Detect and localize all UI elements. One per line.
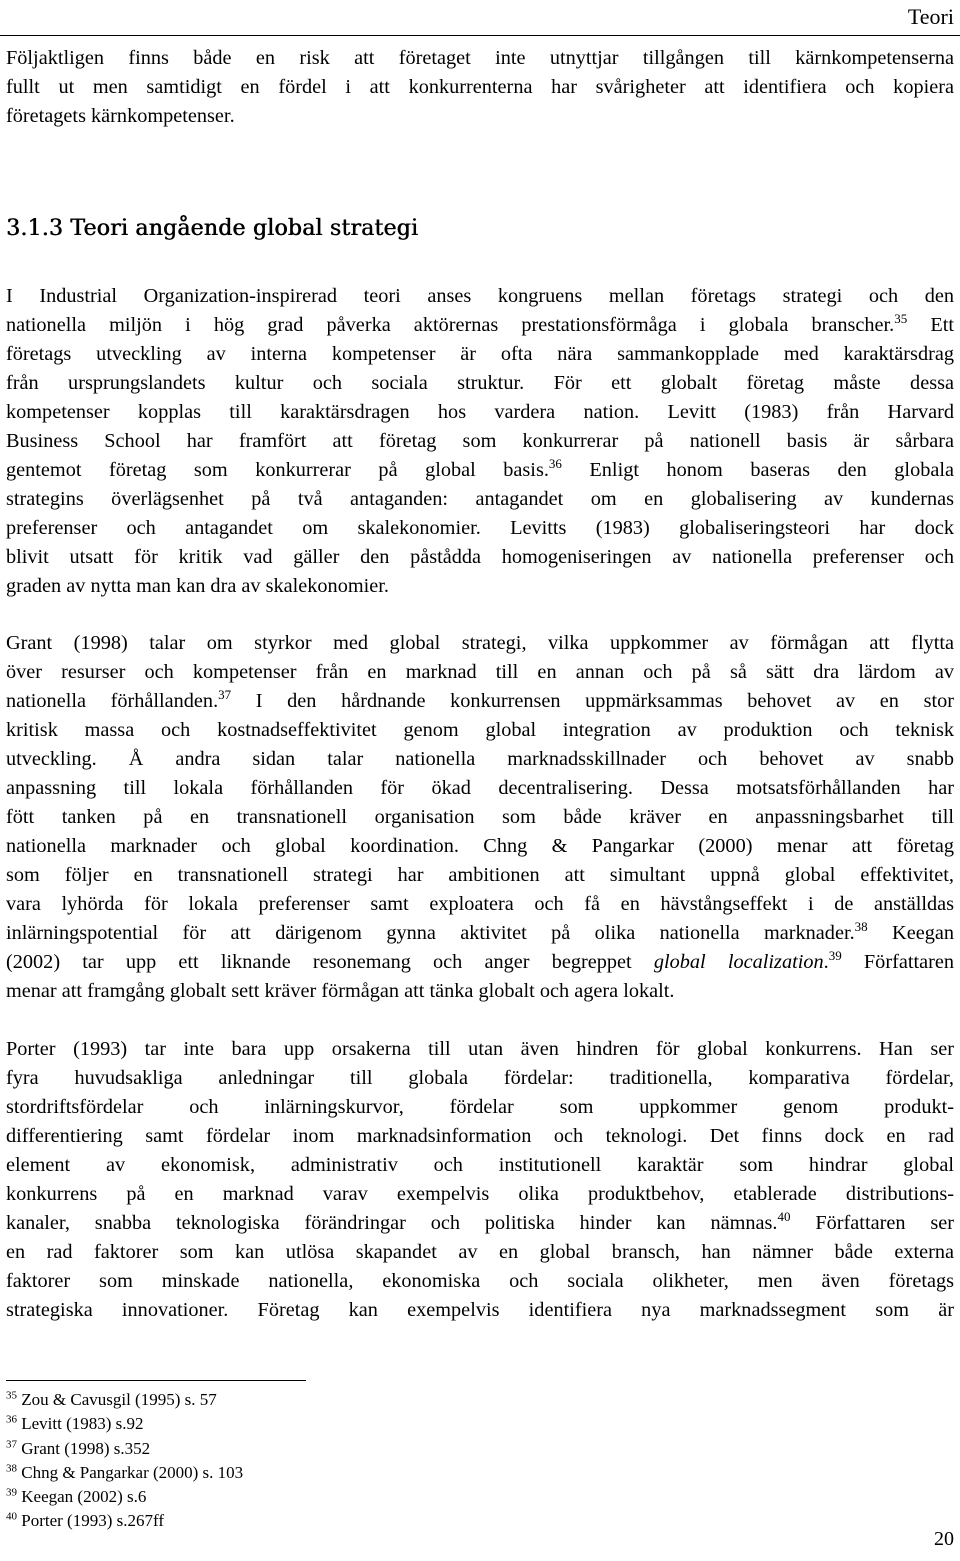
text-line: från ursprungslandets kultur och sociala struktur. För ett globalt företag måste dessa <box>6 372 954 394</box>
text-line <box>6 311 954 340</box>
section-heading: 3.1.3 Teori angående global strategi <box>6 216 419 241</box>
footnote-ref: 40 <box>777 1209 791 1225</box>
text-line: faktorer som minskade nationella, ekonomiska och sociala olikheter, men även företags <box>6 1270 954 1292</box>
footnote-number: 37 <box>6 1437 17 1450</box>
page-number: 20 <box>934 1528 954 1550</box>
text-line: kritisk massa och kostnadseffektivitet genom global integration av produktion och teknisk <box>6 719 954 741</box>
text-line: anpassning till lokala förhållanden för ökad decentralisering. Dessa motsatsförhållanden har <box>6 777 954 799</box>
footnote-text: Levitt (1983) s.92 <box>17 1414 144 1434</box>
text-line <box>6 456 954 485</box>
text-run: Enligt honom baseras den globala <box>561 459 954 481</box>
text-line: fyra huvudsakliga anledningar till globala fördelar: traditionella, komparativa fördelar, <box>6 1067 954 1089</box>
footnote-ref: 35 <box>894 311 908 327</box>
text-line: som följer en transnationell strategi har ambitionen att simultant uppnå global effektivitet, <box>6 864 954 886</box>
footnote-text: Porter (1993) s.267ff <box>17 1511 164 1531</box>
text-line: Porter (1993) tar inte bara upp orsakerna till utan även hindren för global konkurrens. Han ser <box>6 1038 954 1060</box>
footnote-text: Keegan (2002) s.6 <box>17 1487 147 1507</box>
footnote-item <box>6 1412 243 1436</box>
footnote-text: Grant (1998) s.352 <box>17 1438 151 1458</box>
paragraph-2 <box>6 282 954 601</box>
footnote-ref: 39 <box>828 948 842 964</box>
text-line: nationella marknader och global koordination. Chng & Pangarkar (2000) menar att företag <box>6 835 954 857</box>
footnote-number: 35 <box>6 1389 17 1402</box>
text-run: Ett <box>907 314 954 336</box>
footnote-number: 39 <box>6 1486 17 1499</box>
text-run: . <box>823 951 829 973</box>
footnote-item <box>6 1461 243 1485</box>
text-line: element av ekonomisk, administrativ och institutionell karaktär som hindrar global <box>6 1154 954 1176</box>
text-line: Grant (1998) talar om styrkor med global strategi, vilka uppkommer av förmågan att flytta <box>6 632 954 654</box>
text-line: kompetenser kopplas till karaktärsdragen hos vardera nation. Levitt (1983) från Harvard <box>6 401 954 423</box>
text-line <box>6 687 954 716</box>
text-run: kanaler, snabba teknologiska förändringar och politiska hinder kan nämnas. <box>6 1212 778 1234</box>
text-line: en rad faktorer som kan utlösa skapandet av en global bransch, han nämner både externa <box>6 1241 954 1263</box>
footnote-item <box>6 1509 243 1533</box>
text-run: I den hårdnande konkurrensen uppmärksammas behovet av en stor <box>231 690 954 712</box>
footnote-ref: 37 <box>218 687 232 703</box>
text-line: fullt ut men samtidigt en fördel i att konkurrenterna har svårigheter att identifiera och kopiera <box>6 76 954 98</box>
emphasis-term: global localization <box>653 951 824 973</box>
footnote-item <box>6 1388 243 1412</box>
text-line: Följaktligen finns både en risk att företaget inte utnyttjar tillgången till kärnkompetenserna <box>6 47 954 69</box>
footnotes <box>6 1388 243 1534</box>
text-line: blivit utsatt för kritik vad gäller den påstådda homogeniseringen av nationella preferenser och <box>6 546 954 568</box>
text-run: gentemot företag som konkurrerar på global basis. <box>6 459 549 481</box>
text-run: (2002) tar upp ett liknande resonemang och anger begreppet <box>6 951 654 973</box>
text-line: företags utveckling av interna kompetenser är ofta nära sammankopplade med karaktärsdrag <box>6 343 954 365</box>
text-line: utveckling. Å andra sidan talar nationella marknadsskillnader och behovet av snabb <box>6 748 954 770</box>
footnote-ref: 38 <box>854 919 868 935</box>
paragraph-3 <box>6 629 954 1006</box>
text-line: konkurrens på en marknad varav exempelvis olika produktbehov, etablerade distributions- <box>6 1183 954 1205</box>
text-line <box>6 919 954 948</box>
text-line: menar att framgång globalt sett kräver förmågan att tänka globalt och agera lokalt. <box>6 980 675 1002</box>
running-header-title: Teori <box>907 4 954 29</box>
text-line: strategins överlägsenhet på två antaganden: antagandet om en globalisering av kundernas <box>6 488 954 510</box>
footnote-item <box>6 1485 243 1509</box>
footnote-number: 40 <box>6 1510 17 1523</box>
text-line: företagets kärnkompetenser. <box>6 105 235 127</box>
text-line: strategiska innovationer. Företag kan exempelvis identifiera nya marknadssegment som är <box>6 1299 954 1321</box>
text-line: vara lyhörda för lokala preferenser samt exploatera och få en hävstångseffekt i de anställdas <box>6 893 954 915</box>
text-line <box>6 1209 954 1238</box>
text-run: inlärningspotential för att därigenom gynna aktivitet på olika nationella marknader. <box>6 922 855 944</box>
footnote-text: Zou & Cavusgil (1995) s. 57 <box>17 1390 217 1409</box>
text-run: Keegan <box>867 922 954 944</box>
text-line: preferenser och antagandet om skalekonomier. Levitts (1983) globaliseringsteori har dock <box>6 517 954 539</box>
text-run: Författaren <box>841 951 954 973</box>
text-line: fött tanken på en transnationell organisation som både kräver en anpassningsbarhet till <box>6 806 954 828</box>
footnote-separator <box>6 1380 306 1381</box>
footnote-item <box>6 1437 243 1461</box>
footnote-text: Chng & Pangarkar (2000) s. 103 <box>17 1462 244 1482</box>
text-line: stordriftsfördelar och inlärningskurvor, fördelar som uppkommer genom produkt- <box>6 1096 954 1118</box>
footnote-ref: 36 <box>548 456 562 472</box>
paragraph-1 <box>6 44 954 131</box>
text-run: Författaren ser <box>790 1212 954 1234</box>
footnote-number: 36 <box>6 1413 17 1426</box>
text-run: nationella förhållanden. <box>6 690 219 712</box>
text-line <box>6 948 954 977</box>
paragraph-4 <box>6 1035 954 1325</box>
text-line: över resurser och kompetenser från en marknad till en annan och på så sätt dra lärdom av <box>6 661 954 683</box>
text-line: graden av nytta man kan dra av skalekonomier. <box>6 575 389 597</box>
text-line: Business School har framfört att företag som konkurrerar på nationell basis är sårbara <box>6 430 954 452</box>
text-line: I Industrial Organization-inspirerad teori anses kongruens mellan företags strategi och den <box>6 285 954 307</box>
header-rule <box>0 35 960 36</box>
footnote-number: 38 <box>6 1462 17 1475</box>
text-run: nationella miljön i hög grad påverka aktörernas prestationsförmåga i globala branscher. <box>6 314 895 336</box>
text-line: differentiering samt fördelar inom marknadsinformation och teknologi. Det finns dock en rad <box>6 1125 954 1147</box>
